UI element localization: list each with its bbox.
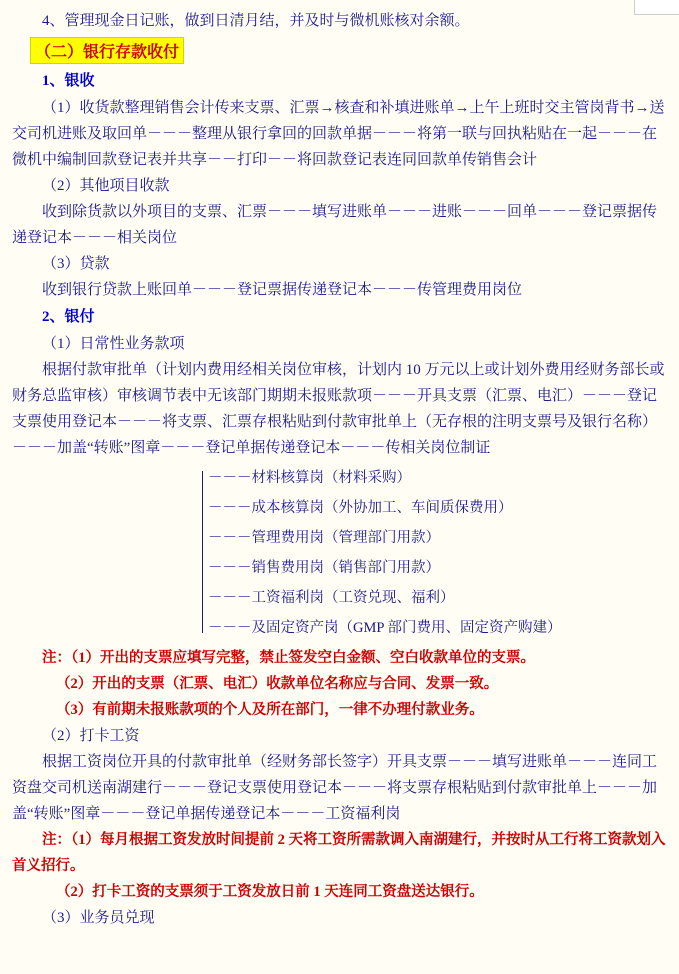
paragraph-item-2-2-title: （2）打卡工资 — [42, 728, 140, 744]
paragraph-item-2-2-body: 根据工资岗位开具的付款审批单（经财务部长签字）开具支票－－－填写进账单－－－连同工资盘交司机送南湖建行－－－登记支票使用登记本－－－将支票存根粘贴到付款审批单上－－－加盖“转账”图章－－－登记单据传递登记本－－－工资福利岗 — [12, 754, 658, 822]
note-2-line-1: 注：（1）每月根据工资发放时间提前 2 天将工资所需款调入南湖建行，并按时从工行将工资款划入首义招行。 — [12, 832, 666, 874]
note-2-line-2: （2）打卡工资的支票须于工资发放日前 1 天连同工资盘送达银行。 — [56, 884, 484, 900]
sub-heading-bank-payment: 2、银付 — [42, 309, 95, 325]
list-item: －－－及固定资产岗（GMP 部门费用、固定资产购建） — [208, 620, 562, 636]
note-1-line-3: （3）有前期未报账款项的个人及所在部门，一律不办理付款业务。 — [56, 702, 484, 718]
list-item: －－－管理费用岗（管理部门用款） — [208, 530, 440, 546]
list-item: －－－工资福利岗（工资兑现、福利） — [208, 590, 455, 606]
paragraph-item-1-3-body: 收到银行贷款上账回单－－－登记票据传递登记本－－－传管理费用岗位 — [42, 282, 523, 298]
paragraph-item-1-2-title: （2）其他项目收款 — [42, 178, 170, 194]
paragraph-item-1-1: （1）收货款整理销售会计传来支票、汇票→核查和补填进账单→上午上班时交主管岗背书→送交司机进账及取回单－－－整理从银行拿回的回款单据－－－将第一联与回执粘贴在一起－－－在微机中编制回款登记表并共享－－打印－－将回款登记表连同回款单传销售会计 — [12, 100, 665, 168]
section-heading-wrapper — [12, 34, 667, 67]
post-routing-list — [12, 463, 667, 643]
list-item: －－－销售费用岗（销售部门用款） — [208, 560, 440, 576]
note-1-line-1: 注：（1）开出的支票应填写完整，禁止签发空白金额、空白收款单位的支票。 — [42, 650, 535, 666]
page-corner-artifact — [634, 0, 679, 15]
sub-heading-bank-receipt: 1、银收 — [42, 73, 95, 89]
paragraph-item-1-3-title: （3）贷款 — [42, 256, 110, 272]
section-heading-bank-deposit: （二）银行存款收付 — [30, 37, 184, 64]
paragraph-item-2-1-title: （1）日常性业务款项 — [42, 336, 185, 352]
paragraph-item-2-1-body: 根据付款审批单（计划内费用经相关岗位审核，计划内 10 万元以上或计划外费用经财务部长或财务总监审核）审核调节表中无该部门期期未报账款项－－－开具支票（汇票、电汇）－－－登记支票使用登记本－－－将支票、汇票存根粘贴到付款审批单上（无存根的注明支票号及银行名称）－－－加盖“转账”图章－－－登记单据传递登记本－－－传相关岗位制证 — [12, 362, 665, 456]
list-item: －－－成本核算岗（外协加工、车间质保费用） — [208, 500, 513, 516]
paragraph-item-2-3-title: （3）业务员兑现 — [42, 910, 155, 926]
note-1-line-2: （2）开出的支票（汇票、电汇）收款单位名称应与合同、发票一致。 — [56, 676, 499, 692]
paragraph-cash-journal: 4、管理现金日记账，做到日清月结，并及时与微机账核对余额。 — [42, 13, 470, 29]
paragraph-item-1-2-body: 收到除货款以外项目的支票、汇票－－－填写进账单－－－进账－－－回单－－－登记票据传递登记本－－－相关岗位 — [12, 204, 658, 246]
list-item: －－－材料核算岗（材料采购） — [208, 470, 411, 486]
